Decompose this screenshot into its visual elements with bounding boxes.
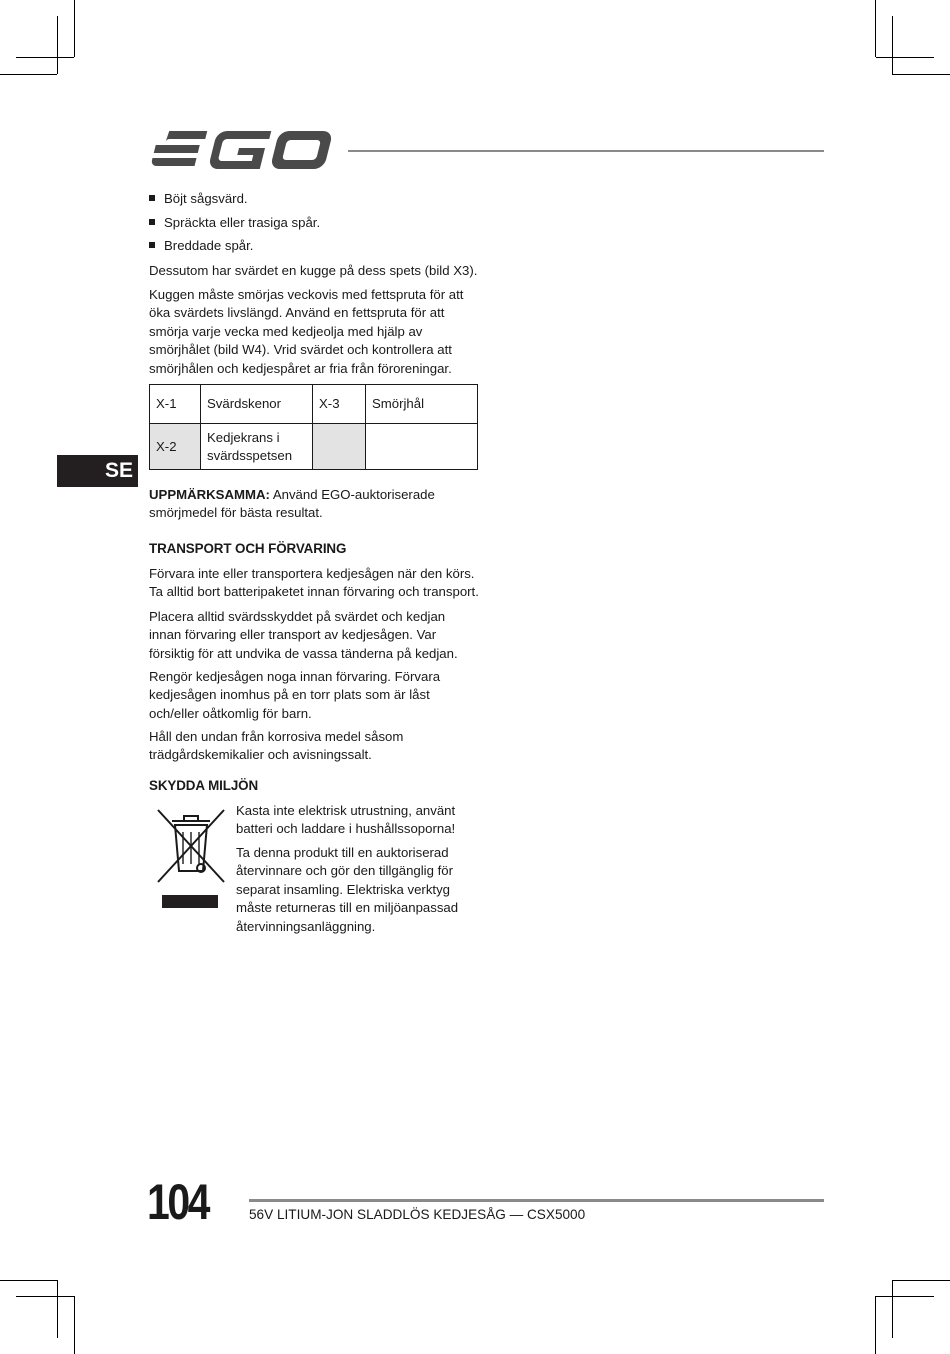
paragraph: Håll den undan från korrosiva medel såsom trädgårdskemikalier och avisningssalt.	[149, 729, 404, 763]
table-cell: X-3	[313, 385, 366, 424]
language-tab: SE	[57, 455, 138, 487]
notice-text: Använd EGO-auktoriserade smörjmedel för bästa resultat.	[149, 487, 435, 521]
table-cell: Kedjekrans i svärdsspetsen	[201, 424, 313, 470]
paragraph: Ta denna produkt till en auktoriserad återvinnare och gör den tillgänglig för separat insamling. Elektriska verktyg måste returneras till en miljöanpassad återvinningsanläggning.	[236, 845, 459, 934]
paragraph: Förvara inte eller transportera kedjesågen när den körs. Ta alltid bort batteripaketet innan förvaring och transport.	[149, 566, 479, 600]
crop-mark	[57, 16, 58, 74]
ego-logo	[148, 128, 332, 172]
parts-table	[149, 384, 478, 470]
table-row	[150, 385, 478, 424]
crop-mark	[892, 74, 950, 75]
bullet-item: Spräckta eller trasiga spår.	[149, 214, 320, 232]
page-number: 104	[147, 1174, 209, 1230]
table-cell: X-2	[150, 424, 201, 470]
crop-mark	[892, 1280, 893, 1338]
crop-mark	[892, 1280, 950, 1281]
crop-mark	[875, 1296, 876, 1354]
footer-rule	[249, 1199, 824, 1202]
crop-mark	[57, 1280, 58, 1338]
crop-mark	[892, 16, 893, 74]
crop-mark	[16, 1296, 74, 1297]
section-heading: TRANSPORT OCH FÖRVARING	[149, 541, 347, 556]
paragraph: Rengör kedjesågen noga innan förvaring. Förvara kedjesågen inomhus på en torr plats som är låst och/eller oåtkomlig för barn.	[149, 669, 441, 721]
crop-mark	[876, 1296, 934, 1297]
bullet-square-icon	[149, 219, 155, 225]
table-cell: Smörjhål	[366, 385, 478, 424]
table-cell: X-1	[150, 385, 201, 424]
crop-mark	[74, 1296, 75, 1354]
crop-mark	[0, 1280, 57, 1281]
table-cell	[313, 424, 366, 470]
weee-bar	[162, 895, 218, 908]
paragraph: Placera alltid svärdsskyddet på svärdet och kedjan innan förvaring eller transport av kedjesågen. Var försiktig för att undvika de vassa tänderna på kedjan.	[149, 609, 458, 661]
paragraph: Kuggen måste smörjas veckovis med fettspruta för att öka svärdets livslängd. Använd en fettspruta för att smörja varje vecka med kedjeolja med hjälp av smörjhålet (bild W4). Vrid svärdet och kontrollera att smörjhålen och kedjespåret ar fria från föroreningar.	[149, 287, 464, 376]
crop-mark	[16, 57, 74, 58]
table-cell	[366, 424, 478, 470]
crop-mark	[875, 0, 876, 57]
header-rule	[348, 150, 824, 152]
crop-mark	[876, 57, 934, 58]
bullet-item: Breddade spår.	[149, 237, 253, 255]
table-row	[150, 424, 478, 470]
bullet-item: Böjt sågsvärd.	[149, 190, 248, 208]
paragraph: Dessutom har svärdet en kugge på dess spets (bild X3).	[149, 263, 478, 278]
notice-label: UPPMÄRKSAMMA:	[149, 487, 270, 502]
crop-mark	[74, 0, 75, 57]
notice	[149, 486, 479, 523]
paragraph: Kasta inte elektrisk utrustning, använt batteri och laddare i hushållssoporna!	[236, 803, 456, 837]
section-heading: SKYDDA MILJÖN	[149, 778, 259, 793]
bullet-square-icon	[149, 242, 155, 248]
bullet-square-icon	[149, 195, 155, 201]
crop-mark	[0, 74, 57, 75]
footer-title: 56V LITIUM-JON SLADDLÖS KEDJESÅG — CSX5000	[249, 1207, 586, 1222]
table-cell: Svärdskenor	[201, 385, 313, 424]
weee-crossed-bin-icon	[156, 808, 226, 884]
